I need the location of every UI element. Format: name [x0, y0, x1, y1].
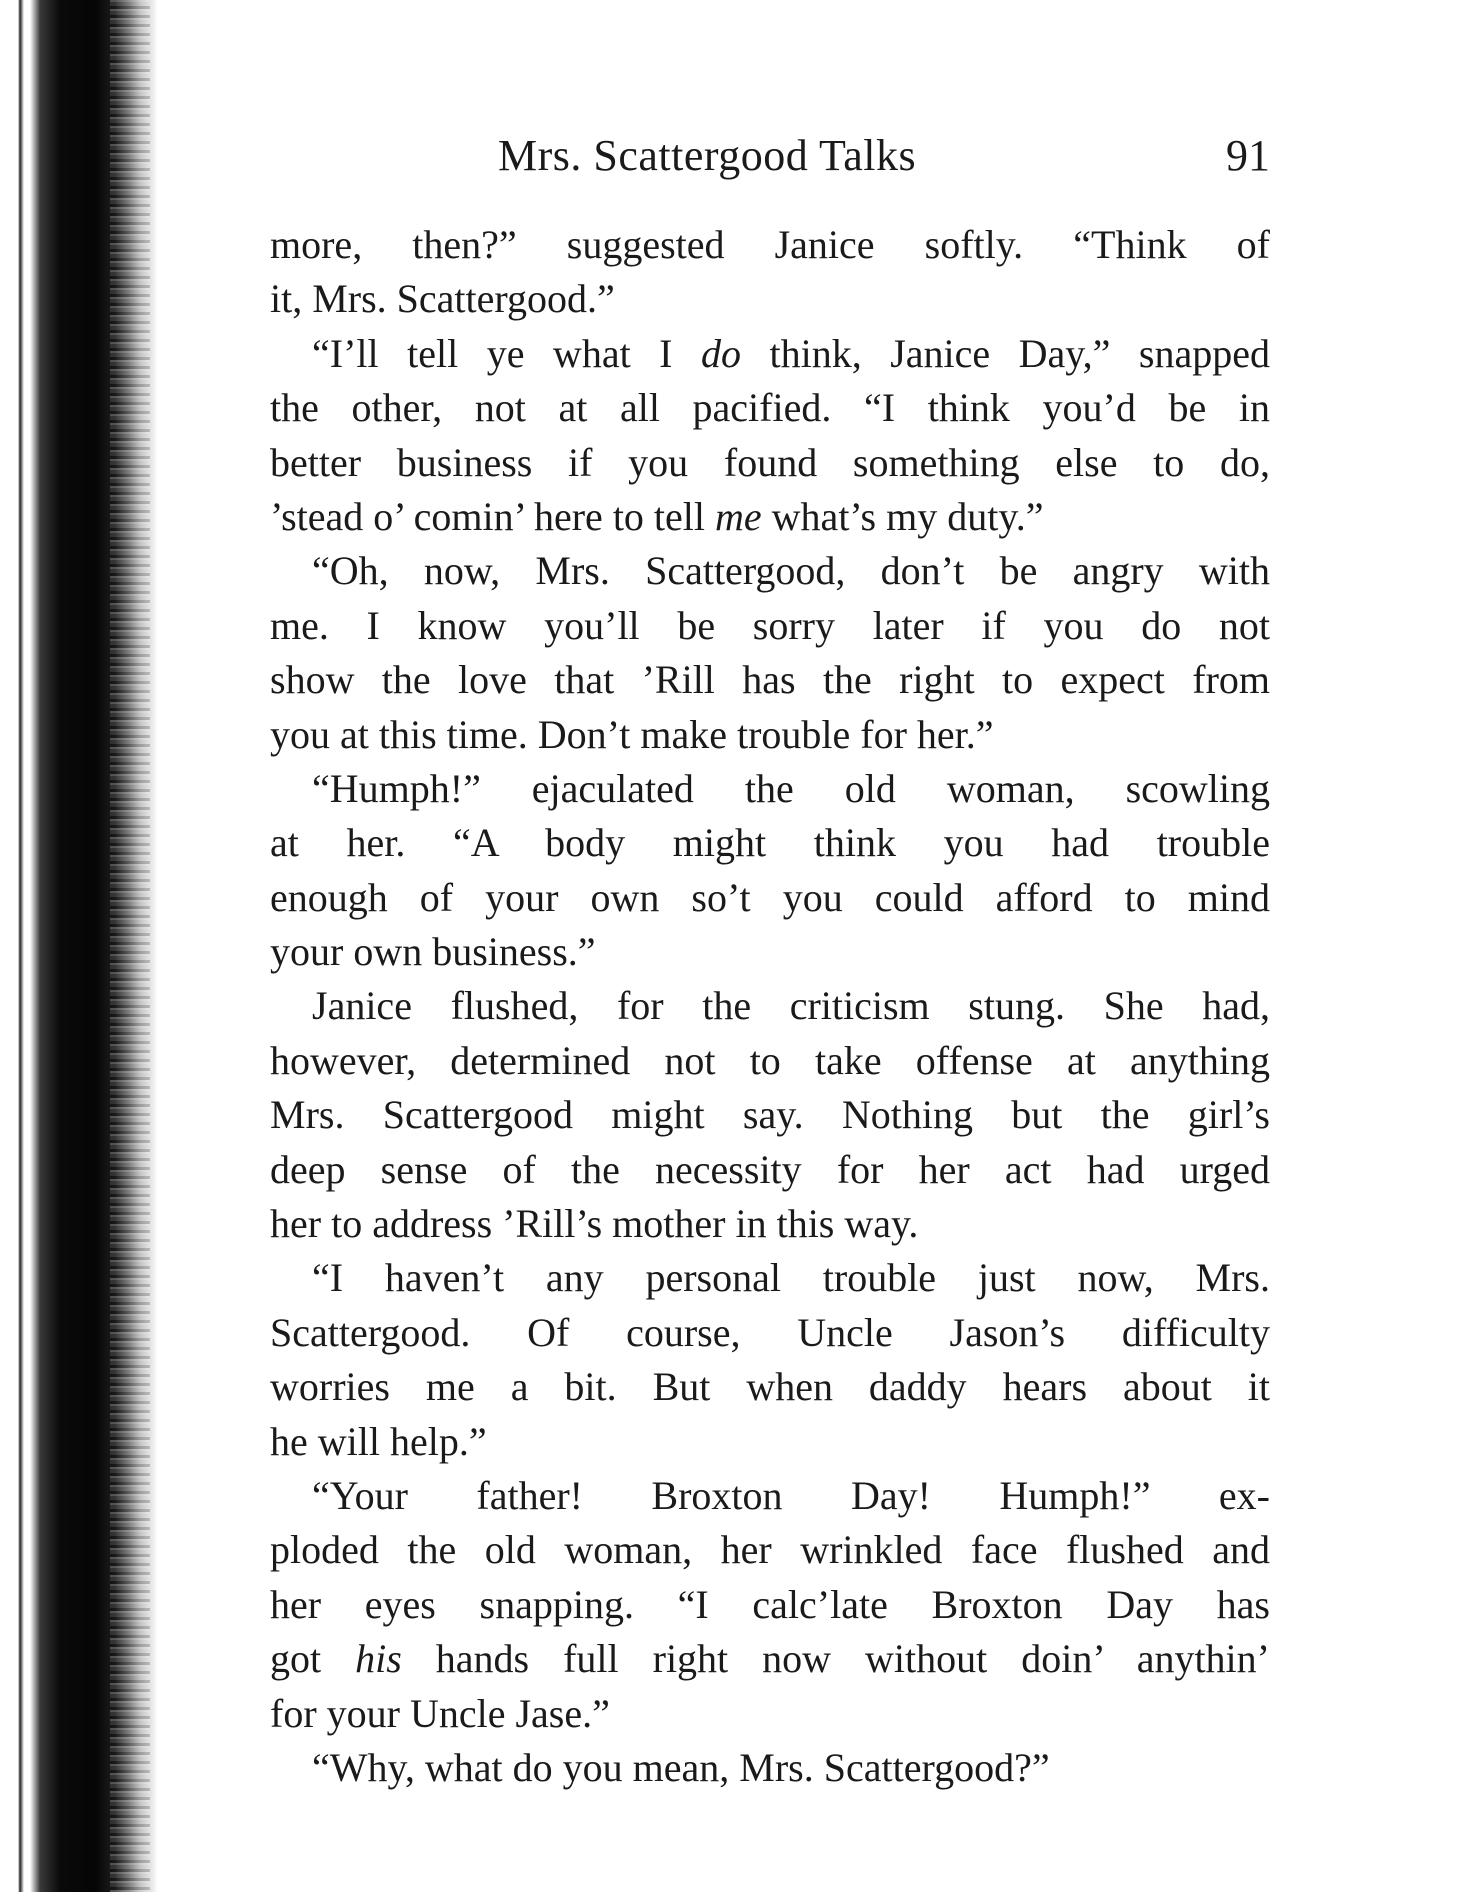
text-line: “I haven’t any personal trouble just now, Mrs.	[312, 1255, 1270, 1301]
text-line: her eyes snapping. “I calc’late Broxton Day has	[270, 1581, 1270, 1627]
text-line: Mrs. Scattergood might say. Nothing but the girl’s	[270, 1092, 1270, 1138]
text-line: “I’ll tell ye what I do think, Janice Day,” snapped	[312, 330, 1270, 376]
text-line: ploded the old woman, her wrinkled face flushed and	[270, 1527, 1270, 1573]
text-line: “Why, what do you mean, Mrs. Scattergood?”	[312, 1744, 1050, 1790]
text-line: more, then?” suggested Janice softly. “Think of	[270, 222, 1270, 267]
text-line: me. I know you’ll be sorry later if you do not	[270, 602, 1270, 648]
text-line: Scattergood. Of course, Uncle Jason’s difficulty	[270, 1309, 1270, 1355]
text-line: Janice flushed, for the criticism stung. She had,	[312, 983, 1270, 1029]
text-line: you at this time. Don’t make trouble for her.”	[270, 711, 994, 757]
text-line: deep sense of the necessity for her act had urged	[270, 1146, 1270, 1192]
text-line: show the love that ’Rill has the right to expect from	[270, 657, 1270, 703]
text-line: “Humph!” ejaculated the old woman, scowling	[312, 765, 1270, 811]
book-page	[270, 0, 1270, 1892]
text-line: at her. “A body might think you had trouble	[270, 820, 1270, 866]
emphasis: his	[355, 1636, 402, 1682]
text-line: her to address ’Rill’s mother in this way.	[270, 1201, 919, 1247]
text-line: “Your father! Broxton Day! Humph!” ex-	[312, 1472, 1270, 1518]
text-line: ’stead o’ comin’ here to tell me what’s my duty.”	[270, 493, 1044, 539]
text-line: however, determined not to take offense at anything	[270, 1037, 1270, 1083]
running-head	[270, 130, 1270, 190]
text-line: the other, not at all pacified. “I think you’d be in	[270, 385, 1270, 431]
text-line: he will help.”	[270, 1418, 487, 1464]
page-number: 91	[1226, 131, 1270, 180]
text-line: your own business.”	[270, 929, 596, 975]
running-head-title: Mrs. Scattergood Talks	[498, 131, 917, 180]
emphasis: me	[715, 493, 762, 539]
text-line: enough of your own so’t you could afford to mind	[270, 874, 1270, 920]
text-line: got his hands full right now without doin’ anythin’	[270, 1636, 1270, 1682]
emphasis: do	[701, 330, 741, 376]
text-line: worries me a bit. But when daddy hears about it	[270, 1364, 1270, 1410]
text-body	[270, 218, 1270, 1795]
text-line: “Oh, now, Mrs. Scattergood, don’t be angry with	[312, 548, 1270, 594]
text-line: for your Uncle Jase.”	[270, 1690, 610, 1736]
binding-texture	[110, 0, 150, 1892]
text-line: better business if you found something else to do,	[270, 439, 1270, 485]
text-line: it, Mrs. Scattergood.”	[270, 276, 615, 322]
